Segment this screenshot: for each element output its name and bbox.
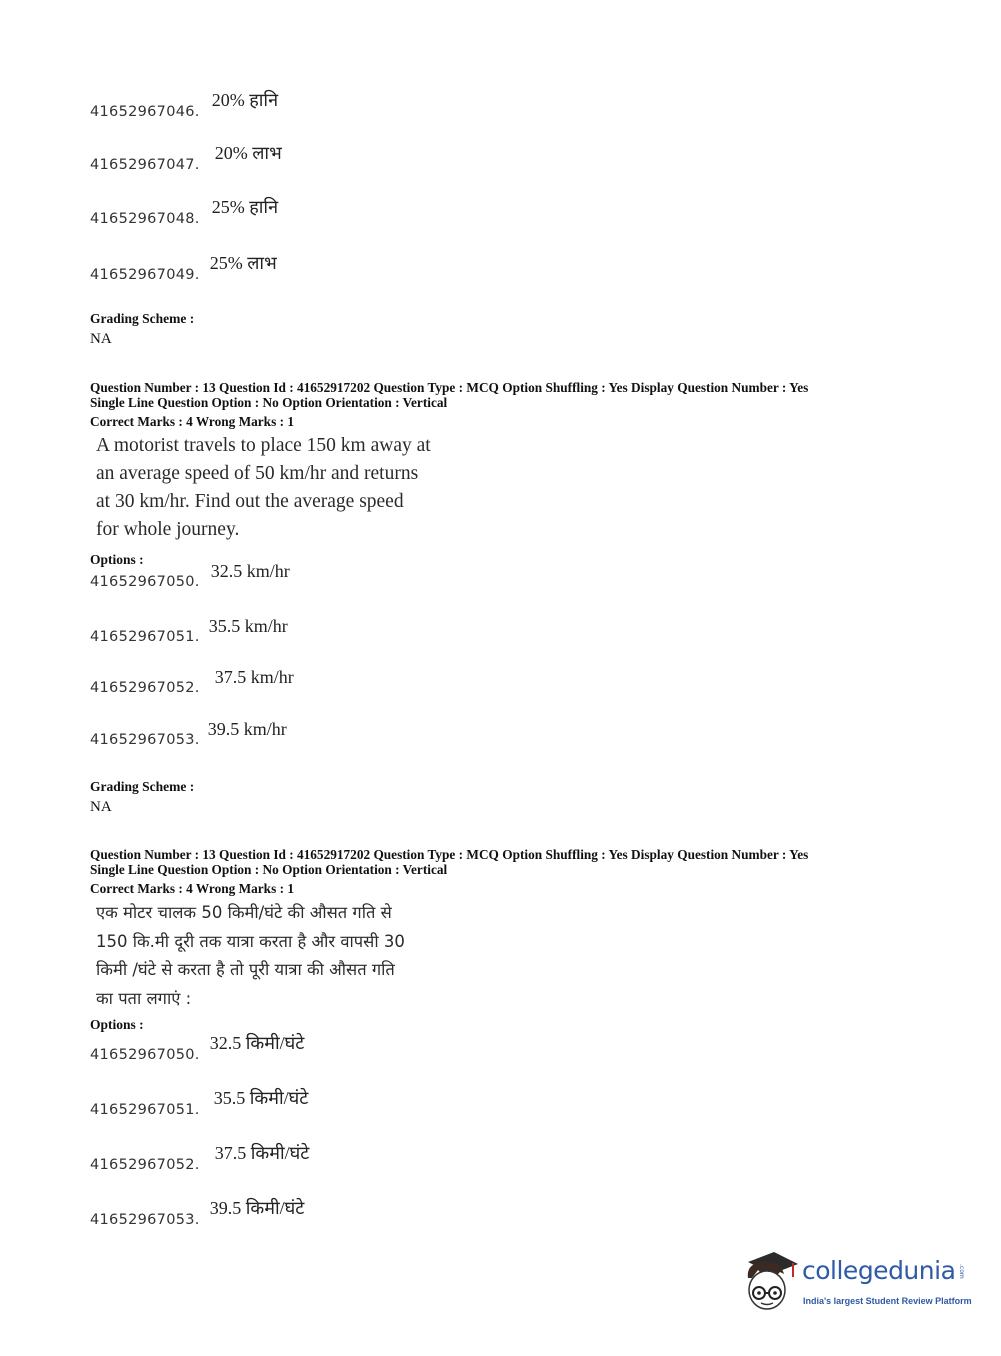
option-value: 37.5 किमी/घंटे <box>214 1143 310 1163</box>
question-meta: Question Number : 13 Question Id : 41652917202 Question Type : MCQ Option Shuffling : Yes Display Question Number : Yes <box>90 847 809 862</box>
option-id: 41652967046. <box>90 104 200 120</box>
question-line: एक मोटर चालक 50 किमी/घंटे की औसत गति से <box>96 903 392 922</box>
option-id: 41652967049. <box>90 267 200 283</box>
option-value: 35.5 किमी/घंटे <box>213 1088 309 1108</box>
grading-scheme-value: NA <box>90 331 112 347</box>
option-id: 41652967048. <box>90 211 200 227</box>
option-row <box>90 143 282 179</box>
option-id: 41652967051. <box>90 629 200 645</box>
mascot-icon <box>740 1248 800 1314</box>
question-meta: Question Number : 13 Question Id : 41652917202 Question Type : MCQ Option Shuffling : Yes Display Question Number : Yes <box>90 380 809 395</box>
options-label: Options : <box>90 552 144 567</box>
question-line: at 30 km/hr. Find out the average speed <box>96 491 404 512</box>
option-row <box>90 197 279 233</box>
option-id: 41652967053. <box>90 732 200 748</box>
option-value: 37.5 km/hr <box>214 667 294 687</box>
option-value: 32.5 किमी/घंटे <box>209 1033 305 1053</box>
option-value: 20% हानि <box>211 90 279 110</box>
question-text <box>96 899 456 1013</box>
question-meta-2: Single Line Question Option : No Option Orientation : Vertical <box>90 862 448 877</box>
option-id: 41652967050. <box>90 574 200 590</box>
option-row <box>90 667 294 705</box>
grading-scheme-value: NA <box>90 799 112 815</box>
option-id: 41652967052. <box>90 1157 200 1173</box>
option-value: 32.5 km/hr <box>210 561 290 581</box>
grading-scheme-label: Grading Scheme : <box>90 311 195 326</box>
option-row <box>90 616 288 654</box>
question-line: किमी /घंटे से करता है तो पूरी यात्रा की औसत गति <box>96 960 395 979</box>
option-id: 41652967051. <box>90 1102 200 1118</box>
option-row <box>90 1033 305 1069</box>
question-meta-2: Single Line Question Option : No Option Orientation : Vertical <box>90 395 448 410</box>
option-value: 25% लाभ <box>209 253 277 273</box>
question-line: 150 कि.मी दूरी तक यात्रा करता है और वापसी 30 <box>96 931 405 951</box>
option-row <box>90 1143 310 1179</box>
option-row <box>90 253 277 289</box>
question-line: for whole journey. <box>96 519 240 540</box>
option-row <box>90 1198 305 1234</box>
option-row <box>90 90 279 126</box>
collegedunia-logo <box>740 1248 970 1314</box>
question-marks: Correct Marks : 4 Wrong Marks : 1 <box>90 414 294 429</box>
option-value: 35.5 km/hr <box>208 616 288 636</box>
question-marks: Correct Marks : 4 Wrong Marks : 1 <box>90 881 294 896</box>
logo-wordmark: collegedunia <box>802 1256 956 1285</box>
option-row <box>90 1088 309 1124</box>
option-value: 20% लाभ <box>214 143 282 163</box>
options-label: Options : <box>90 1017 144 1032</box>
option-row <box>90 719 287 757</box>
option-id: 41652967053. <box>90 1212 200 1228</box>
option-value: 39.5 km/hr <box>207 719 287 739</box>
question-line: का पता लगाएं : <box>96 988 192 1008</box>
logo-domain-suffix: .com <box>958 1264 965 1279</box>
option-row <box>90 561 290 599</box>
grading-scheme-label: Grading Scheme : <box>90 779 195 794</box>
logo-tagline: India's largest Student Review Platform <box>803 1296 972 1306</box>
option-id: 41652967050. <box>90 1047 200 1063</box>
option-value: 39.5 किमी/घंटे <box>209 1198 305 1218</box>
option-value: 25% हानि <box>211 197 279 217</box>
question-line: an average speed of 50 km/hr and returns <box>96 463 419 484</box>
option-id: 41652967052. <box>90 680 200 696</box>
question-line: A motorist travels to place 150 km away at <box>96 435 431 456</box>
question-text <box>96 432 456 544</box>
option-id: 41652967047. <box>90 157 200 173</box>
